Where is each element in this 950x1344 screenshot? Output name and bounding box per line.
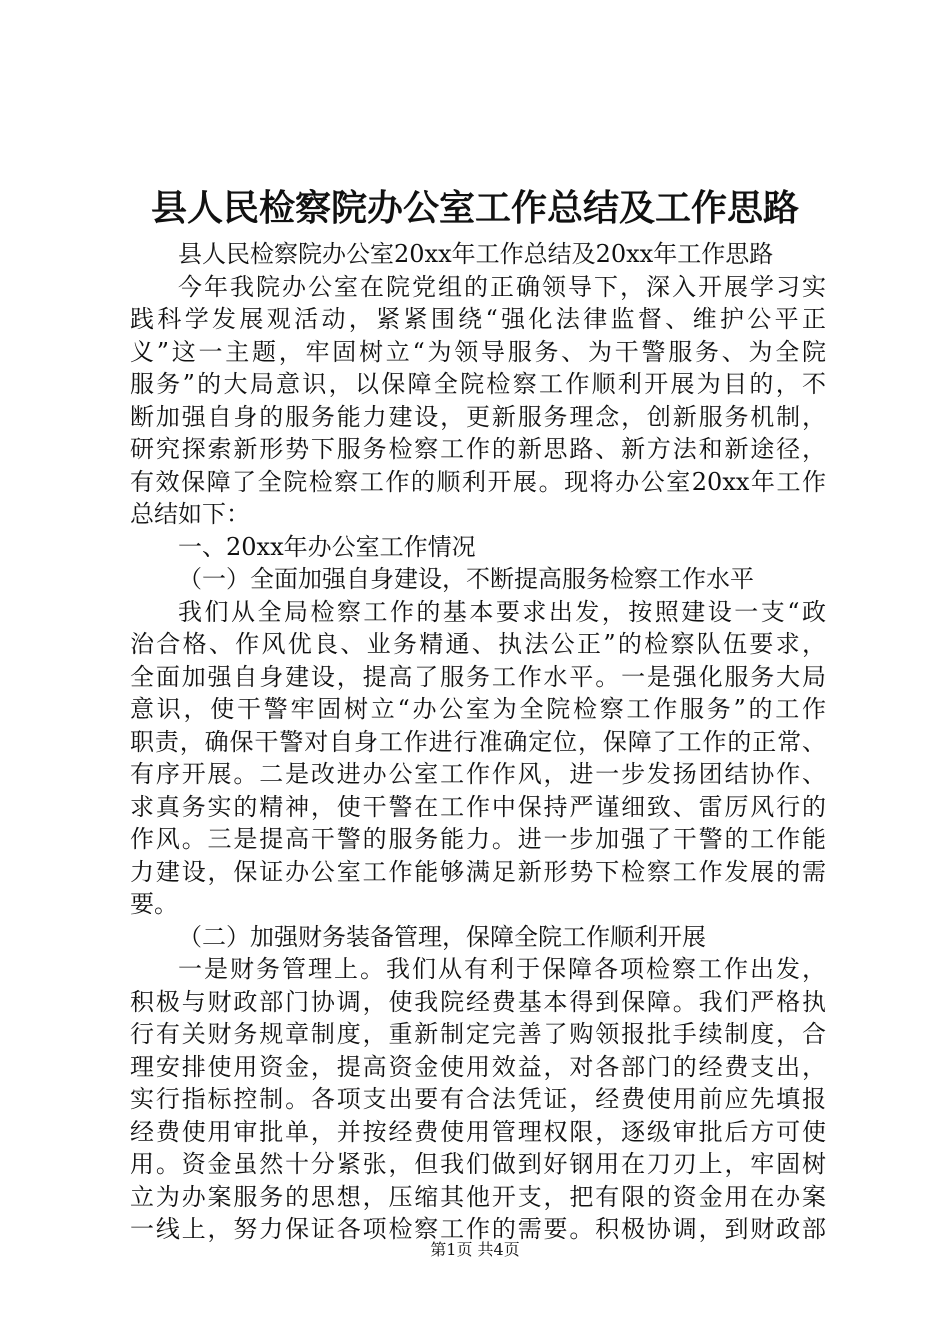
text-line: 意识，使干警牢固树立“办公室为全院检察工作服务”的工作 — [130, 695, 826, 723]
text-line: （二）加强财务装备管理，保障全院工作顺利开展 — [178, 922, 706, 951]
text-line: 实行指标控制。各项支出要有合法凭证，经费使用前应先填报 — [130, 1085, 826, 1113]
text-line: 力建设，保证办公室工作能够满足新形势下检察工作发展的需 — [130, 857, 826, 886]
page-footer: 第1页 共4页 — [430, 1240, 520, 1259]
text-line: 断加强自身的服务能力建设，更新服务理念，创新服务机制， — [130, 402, 826, 431]
document-title: 县人民检察院办公室工作总结及工作思路 — [150, 187, 799, 229]
text-line: 研究探索新形势下服务检察工作的新思路、新方法和新途径， — [130, 435, 826, 463]
text-line: 治合格、作风优良、业务精通、执法公正”的检察队伍要求， — [130, 630, 826, 658]
text-line: 一、20xx年办公室工作情况 — [178, 532, 476, 561]
text-line: 义”这一主题，牢固树立“为领导服务、为干警服务、为全院 — [130, 337, 826, 366]
text-line: 经费使用审批单，并按经费使用管理权限，逐级审批后方可使 — [130, 1117, 826, 1146]
text-line: 求真务实的精神，使干警在工作中保持严谨细致、雷厉风行的 — [130, 792, 826, 821]
text-line: 一是财务管理上。我们从有利于保障各项检察工作出发， — [178, 955, 826, 983]
text-line: 作风。三是提高干警的服务能力。进一步加强了干警的工作能 — [130, 825, 826, 853]
text-line: 总结如下： — [130, 500, 250, 528]
text-line: 用。资金虽然十分紧张，但我们做到好钢用在刀刃上，牢固树 — [130, 1150, 826, 1178]
text-line: 有效保障了全院检察工作的顺利开展。现将办公室20xx年工作 — [130, 467, 826, 496]
text-line: 全面加强自身建设，提高了服务工作水平。一是强化服务大局 — [130, 662, 826, 691]
text-line: 积极与财政部门协调，使我院经费基本得到保障。我们严格执 — [130, 987, 826, 1016]
text-line: 立为办案服务的思想，压缩其他开支，把有限的资金用在办案 — [130, 1182, 826, 1211]
text-line: 理安排使用资金，提高资金使用效益，对各部门的经费支出， — [130, 1052, 826, 1081]
text-line: 践科学发展观活动，紧紧围绕“强化法律监督、维护公平正 — [130, 305, 826, 333]
text-line: 县人民检察院办公室20xx年工作总结及20xx年工作思路 — [178, 240, 774, 268]
text-line: 职责，确保干警对自身工作进行准确定位，保障了工作的正常、 — [130, 727, 826, 756]
text-line: 服务”的大局意识，以保障全院检察工作顺利开展为目的，不 — [130, 370, 826, 398]
text-line: 我们从全局检察工作的基本要求出发，按照建设一支“政 — [178, 597, 826, 626]
text-line: 一线上，努力保证各项检察工作的需要。积极协调，到财政部 — [130, 1215, 826, 1243]
document-body — [130, 238, 826, 1246]
text-line: 有序开展。二是改进办公室工作作风，进一步发扬团结协作、 — [130, 760, 826, 788]
text-line: 行有关财务规章制度，重新制定完善了购领报批手续制度，合 — [130, 1020, 826, 1048]
text-line: 要。 — [130, 890, 178, 918]
text-line: （一）全面加强自身建设，不断提高服务检察工作水平 — [178, 565, 754, 593]
text-line: 今年我院办公室在院党组的正确领导下，深入开展学习实 — [178, 272, 826, 301]
